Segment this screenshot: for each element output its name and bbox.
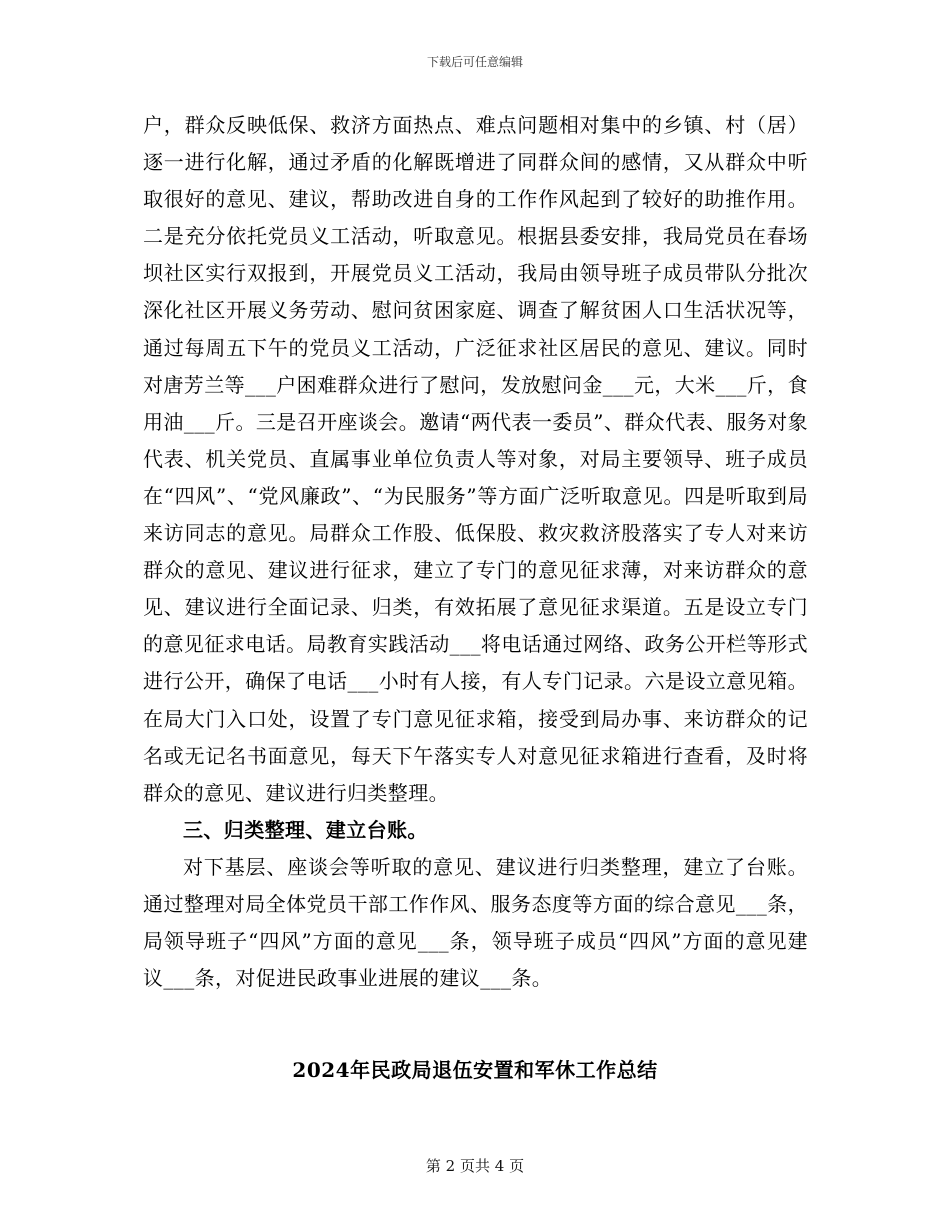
section-heading: 三、归类整理、建立台账。 xyxy=(183,817,428,842)
page-footer: 第 2 页共 4 页 xyxy=(425,1157,525,1175)
document-body xyxy=(143,107,808,997)
page-header: 下载后可任意编辑 xyxy=(426,55,523,69)
body-paragraph: 对下基层、座谈会等听取的意见、建议进行归类整理，建立了台账。通过整理对局全体党员干部工作作风、服务态度等方面的综合意见___条，局领导班子“四风”方面的意见___条，领导班子成员“四风”方面的意见建议___条，对促进民政事业进展的建议___条。 xyxy=(143,854,808,991)
next-document-title: 2024年民政局退伍安置和军休工作总结 xyxy=(292,1058,658,1082)
body-paragraph-continued: 户，群众反映低保、救济方面热点、难点问题相对集中的乡镇、村（居）逐一进行化解，通过矛盾的化解既增进了同群众间的感情，又从群众中听取很好的意见、建议，帮助改进自身的工作作风起到了较好的助推作用。二是充分依托党员义工活动，听取意见。根据县委安排，我局党员在春场坝社区实行双报到，开展党员义工活动，我局由领导班子成员带队分批次深化社区开展义务劳动、慰问贫困家庭、调查了解贫困人口生活状况等，通过每周五下午的党员义工活动，广泛征求社区居民的意见、建议。同时对唐芳兰等___户困难群众进行了慰问，发放慰问金___元，大米___斤，食用油___斤。三是召开座谈会。邀请“两代表一委员”、群众代表、服务对象代表、机关党员、直属事业单位负责人等对象，对局主要领导、班子成员在“四风”、“党风廉政”、“为民服务”等方面广泛听取意见。四是听取到局来访同志的意见。局群众工作股、低保股、救灾救济股落实了专人对来访群众的意见、建议进行征求，建立了专门的意见征求薄，对来访群众的意见、建议进行全面记录、归类，有效拓展了意见征求渠道。五是设立专门的意见征求电话。局教育实践活动___将电话通过网络、政务公开栏等形式进行公开，确保了电话___小时有人接，有人专门记录。六是设立意见箱。在局大门入口处，设置了专门意见征求箱，接受到局办事、来访群众的记名或无记名书面意见，每天下午落实专人对意见征求箱进行查看，及时将群众的意见、建议进行归类整理。 xyxy=(143,113,808,805)
